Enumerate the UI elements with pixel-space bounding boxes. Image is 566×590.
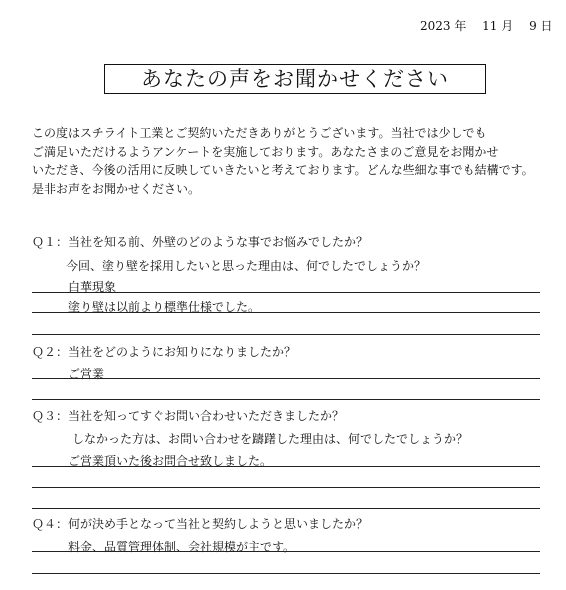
intro-line: この度はスチライト工業とご契約いただきありがとうございます。当社では少しでも: [32, 126, 487, 140]
answer-1-line-2: 塗り壁は以前より標準仕様でした。: [68, 300, 261, 314]
answer-3-line-1: ご営業頂いた後お問合せ致しました。: [68, 454, 273, 468]
intro-paragraph: [32, 124, 552, 198]
question-3-sub: しなかった方は、お問い合わせを躊躇した理由は、何でしたでしょうか？: [72, 432, 469, 446]
answer-underline: [32, 334, 540, 335]
survey-date: 2023 年 11 月 9 日: [420, 19, 553, 33]
answer-underline: [32, 508, 540, 509]
answer-underline: [32, 466, 540, 467]
answer-underline: [32, 573, 540, 574]
question-3: Ｑ３：当社を知ってすぐお問い合わせいただきましたか？: [32, 409, 345, 423]
question-1: Ｑ１：当社を知る前、外壁のどのような事でお悩みでしたか？: [32, 235, 369, 249]
answer-underline: [32, 292, 540, 293]
answer-underline: [32, 551, 540, 552]
question-2: Ｑ２：当社をどのようにお知りになりましたか？: [32, 345, 297, 359]
answer-2-line-1: ご営業: [68, 367, 105, 381]
intro-line: いただき、今後の活用に反映していきたいと考えております。どんな些細な事でも結構です。: [32, 163, 534, 177]
intro-line: ご満足いただけるようアンケートを実施しております。あなたさまのご意見をお聞かせ: [32, 144, 499, 159]
question-1-sub: 今回、塗り壁を採用したいと思った理由は、何でしたでしょうか？: [66, 259, 427, 273]
intro-line: 是非お声をお聞かせください。: [32, 181, 201, 196]
answer-underline: [32, 378, 540, 379]
question-4: Ｑ４：何が決め手となって当社と契約しようと思いましたか？: [32, 517, 369, 531]
answer-underline: [32, 312, 540, 313]
answer-underline: [32, 399, 540, 400]
answer-underline: [32, 487, 540, 488]
answer-4-line-1: 料金、品質管理体制、会社規模が主です。: [68, 540, 296, 554]
survey-title: あなたの声をお聞かせください: [104, 64, 486, 94]
answer-1-line-1: 白華現象: [68, 280, 117, 294]
